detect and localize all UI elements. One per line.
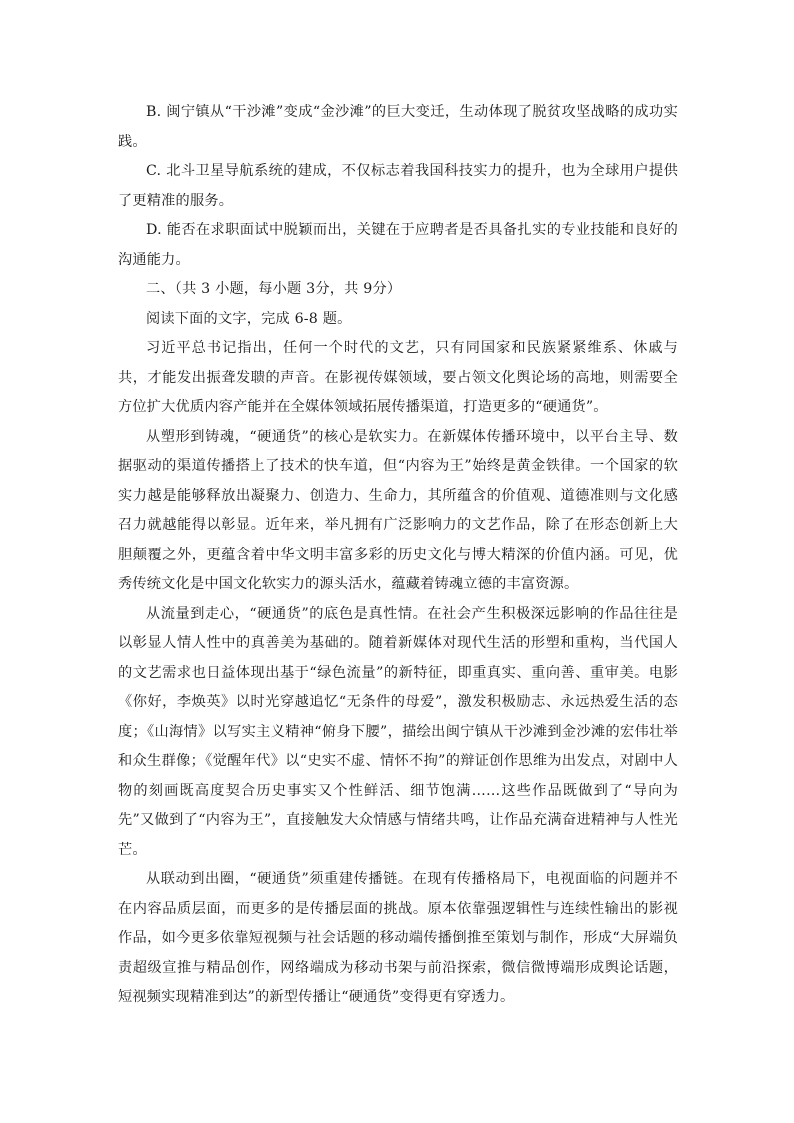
passage-paragraph-2: 从塑形到铸魂，“硬通货”的核心是软实力。在新媒体传播环境中，以平台主导、数据驱动的渠道传播搭上了技术的快车道，但“内容为王”始终是黄金铁律。一个国家的软实力越是能够释放出凝聚力、创造力、生命力，其所蕴含的价值观、道德准则与文化感召力就越能得以彰显。近年来，举凡拥有广泛影响力的文艺作品，除了在形态创新上大胆颠覆之外，更蕴含着中华文明丰富多彩的历史文化与博大精深的价值内涵。可见，优秀传统文化是中国文化软实力的源头活水，蕴藏着铸魂立德的丰富资源。	[118, 428, 678, 592]
option-d: D. 能否在求职面试中脱颖而出，关键在于应聘者是否具备扎实的专业技能和良好的沟通能力。	[118, 222, 678, 268]
passage-paragraph-4: 从联动到出圈，“硬通货”须重建传播链。在现有传播格局下，电视面临的问题并不在内容品质层面，而更多的是传播层面的挑战。原本依靠强逻辑性与连续性输出的影视作品，如今更多依靠短视频与社会话题的移动端传播倒推至策划与制作，形成“大屏端负责超级宣推与精品创作，网络端成为移动书架与前沿探索，微信微博端形成舆论话题，短视频实现精准到达”的新型传播让“硬通货”变得更有穿透力。	[118, 871, 678, 1005]
passage-paragraph-1: 习近平总书记指出，任何一个时代的文艺，只有同国家和民族紧紧维系、休戚与共，才能发出振聋发聩的声音。在影视传媒领域，要占领文化舆论场的高地，则需要全方位扩大优质内容产能并在全媒体领域拓展传播渠道，打造更多的“硬通货”。	[118, 340, 678, 415]
reading-instruction: 阅读下面的文字，完成 6-8 题。	[146, 310, 352, 327]
option-c: C. 北斗卫星导航系统的建成，不仅标志着我国科技实力的提升，也为全球用户提供了更精准的服务。	[118, 163, 678, 209]
section-heading: 二、（共 3 小题，每小题 3分，共 9分）	[146, 281, 402, 297]
option-b: B. 闽宁镇从“干沙滩”变成“金沙滩”的巨大变迁，生动体现了脱贫攻坚战略的成功实践。	[118, 104, 678, 150]
document-page	[118, 98, 678, 1013]
passage-paragraph-3: 从流量到走心，“硬通货”的底色是真性情。在社会产生积极深远影响的作品往往是以彰显人情人性中的真善美为基础的。随着新媒体对现代生活的形塑和重构，当代国人的文艺需求也日益体现出基于“绿色流量”的新特征，即重真实、重向善、重审美。电影《你好，李焕英》以时光穿越追忆“无条件的母爱”，激发积极励志、永远热爱生活的态度；《山海情》以写实主义精神“俯身下腰”，描绘出闽宁镇从干沙滩到金沙滩的宏伟壮举和众生群像；《觉醒年代》以“史实不虚、情怀不拘”的辩证创作思维为出发点，对剧中人物的刻画既高度契合历史事实又个性鲜活、细节饱满……这些作品既做到了“导向为先”又做到了“内容为王”，直接触发大众情感与情绪共鸣，让作品充满奋进精神与人性光芒。	[118, 605, 678, 858]
